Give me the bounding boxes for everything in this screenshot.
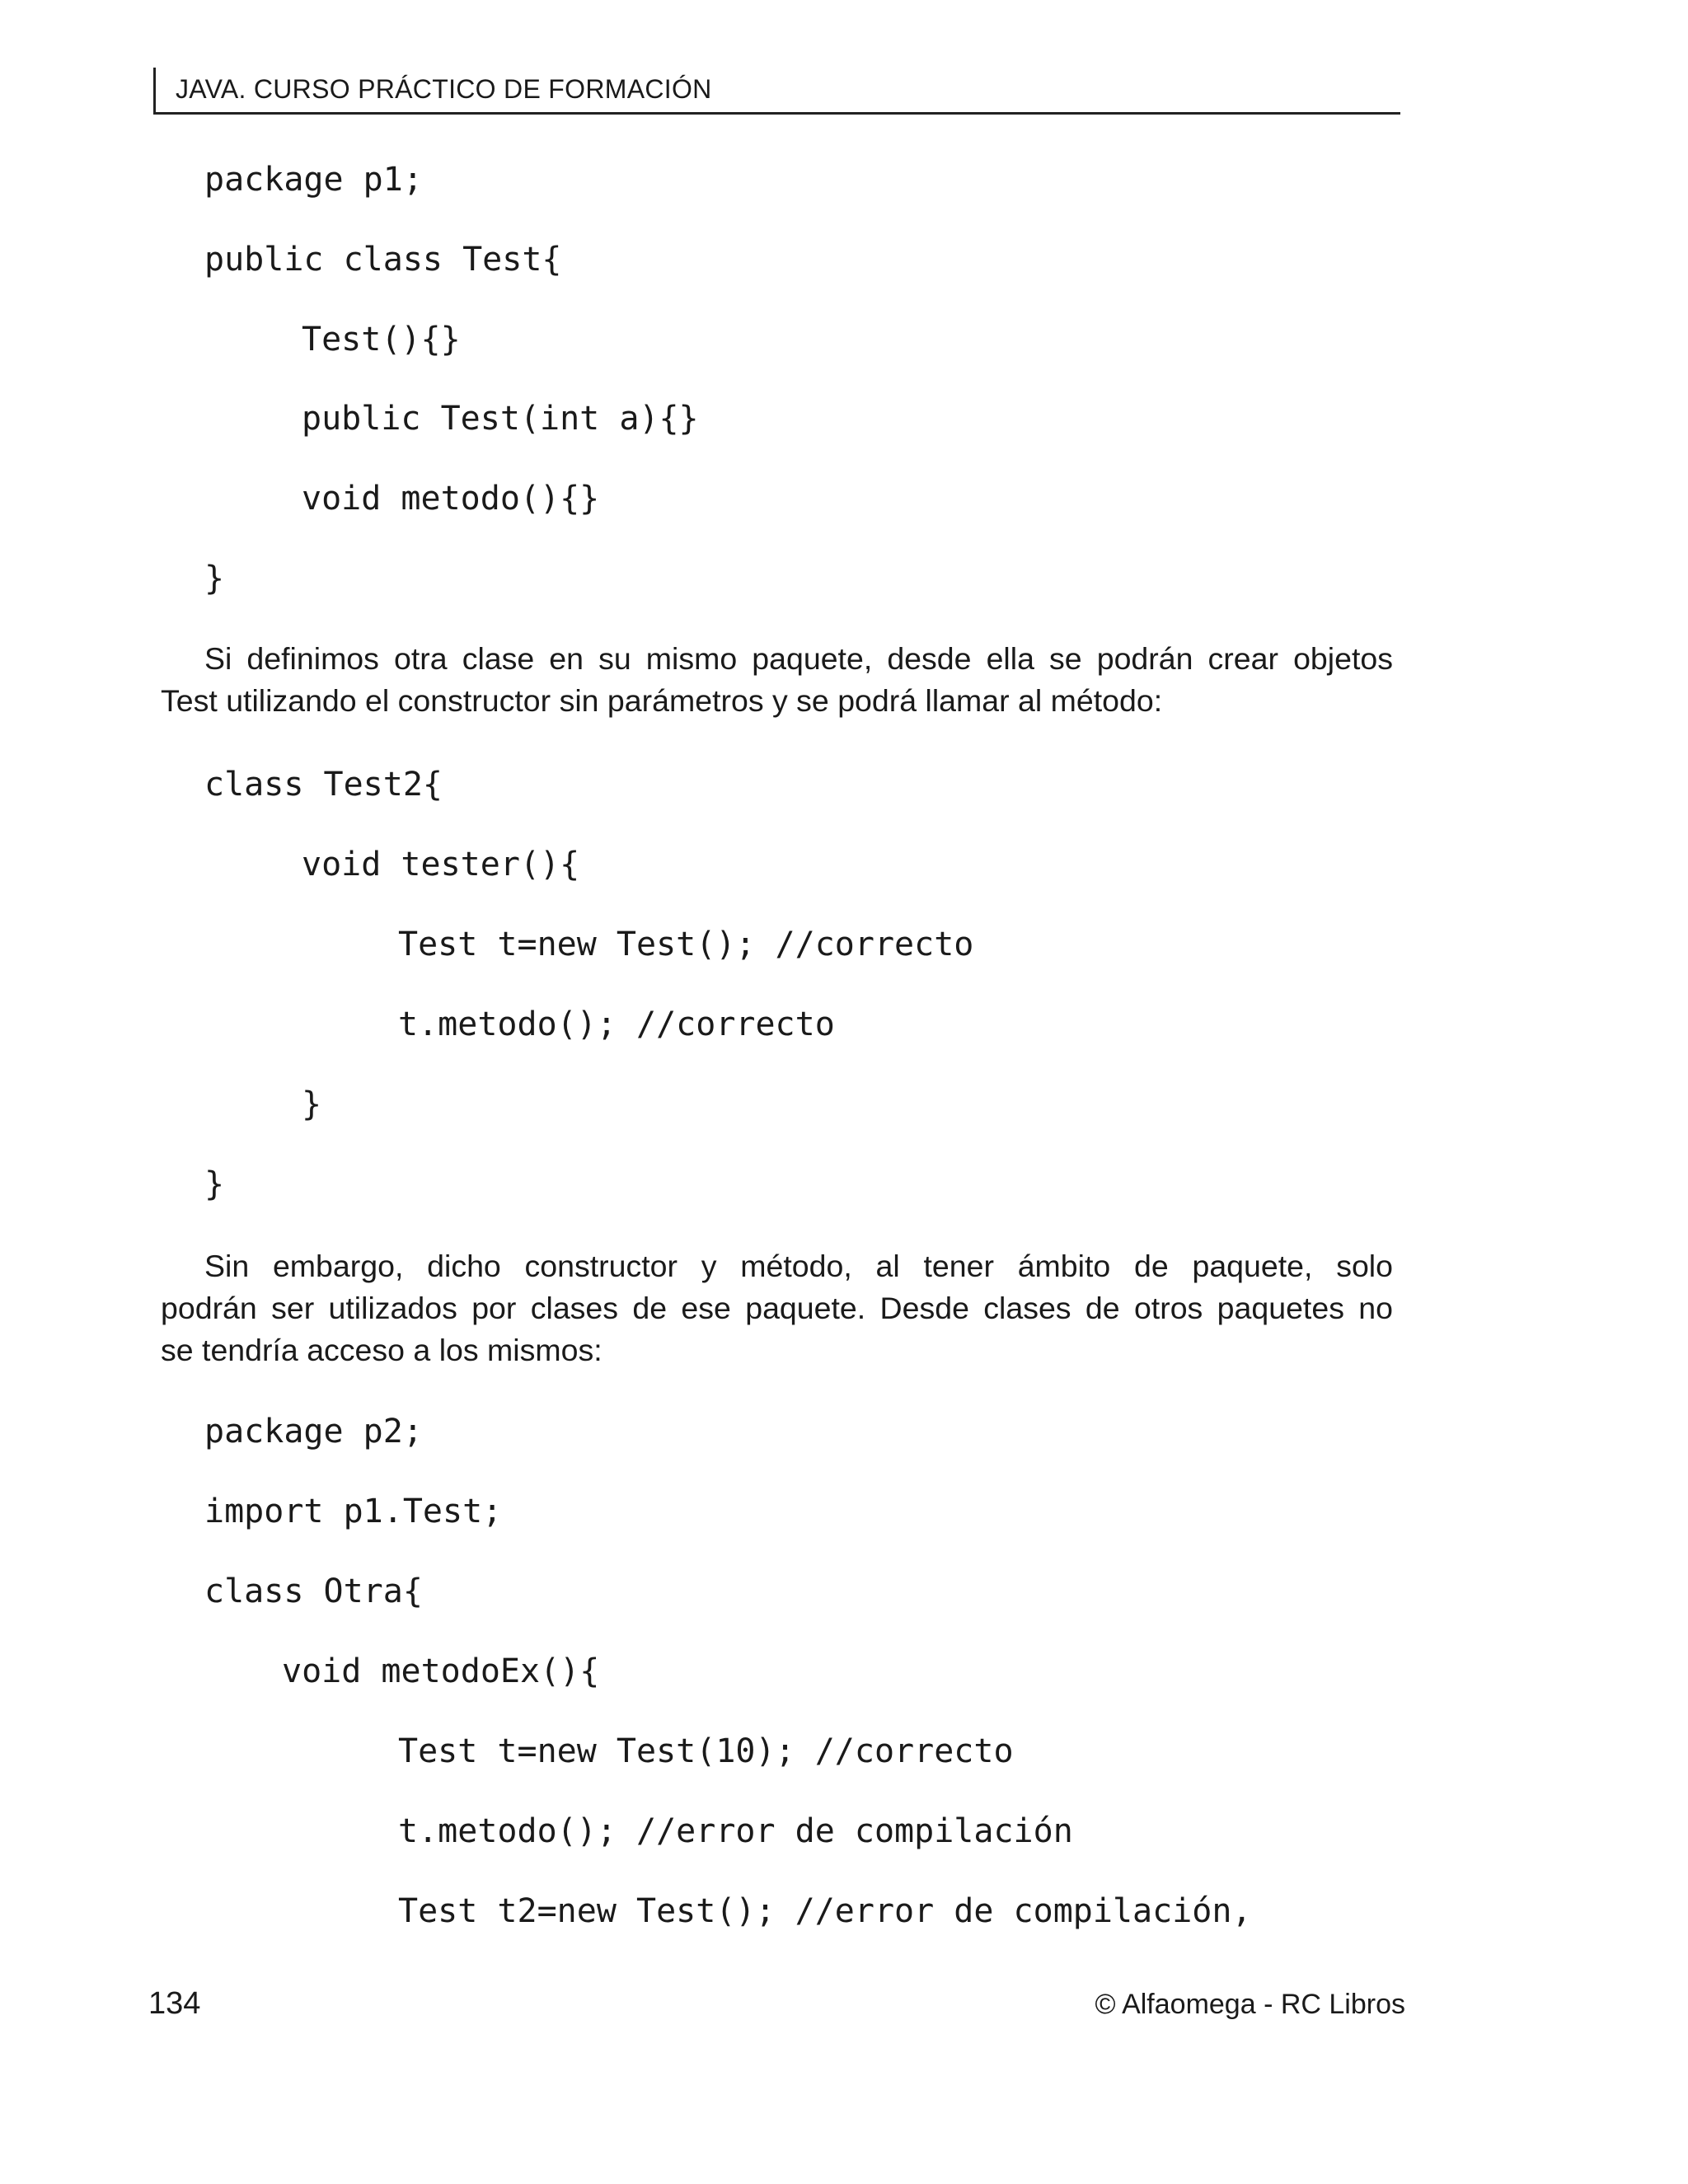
code-line: Test t2=new Test(); //error de compilación, (398, 1892, 1252, 1930)
code-line: Test t=new Test(10); //correcto (398, 1732, 1014, 1770)
paragraph-line: Sin embargo, dicho constructor y método, al tener ámbito de paquete, solo (204, 1249, 1393, 1283)
paragraph-line: Test utilizando el constructor sin parámetros y se podrá llamar al método: (161, 683, 1163, 718)
paragraph-line: se tendría acceso a los mismos: (161, 1333, 603, 1367)
code-line: void metodo(){} (302, 480, 600, 518)
code-line: package p2; (204, 1413, 423, 1451)
code-line: void metodoEx(){ (282, 1652, 600, 1690)
code-line: t.metodo(); //correcto (398, 1005, 835, 1043)
code-line: class Test2{ (204, 766, 443, 804)
body-paragraph (161, 1245, 1393, 1371)
body-paragraph (161, 638, 1393, 722)
code-line: package p1; (204, 161, 423, 199)
code-line: t.metodo(); //error de compilación (398, 1812, 1073, 1850)
paragraph-line: Si definimos otra clase en su mismo paquete, desde ella se podrán crear objetos (204, 641, 1393, 676)
code-line: Test t=new Test(); //correcto (398, 926, 974, 963)
code-line: void tester(){ (302, 846, 580, 883)
code-line: import p1.Test; (204, 1493, 503, 1530)
code-line: public Test(int a){} (302, 400, 699, 438)
code-line: } (204, 560, 225, 598)
header-rule-horizontal (153, 112, 1400, 115)
header-rule-vertical (153, 68, 156, 114)
code-line: Test(){} (302, 321, 461, 359)
code-line: public class Test{ (204, 241, 562, 279)
running-header: JAVA. CURSO PRÁCTICO DE FORMACIÓN (176, 74, 712, 104)
code-line: class Otra{ (204, 1572, 423, 1610)
page-number: 134 (148, 1986, 201, 2021)
paragraph-line: podrán ser utilizados por clases de ese paquete. Desde clases de otros paquetes no (161, 1291, 1393, 1325)
code-line: } (204, 1165, 225, 1203)
code-line: } (302, 1085, 322, 1123)
footer-credit: © Alfaomega - RC Libros (1095, 1989, 1405, 2020)
